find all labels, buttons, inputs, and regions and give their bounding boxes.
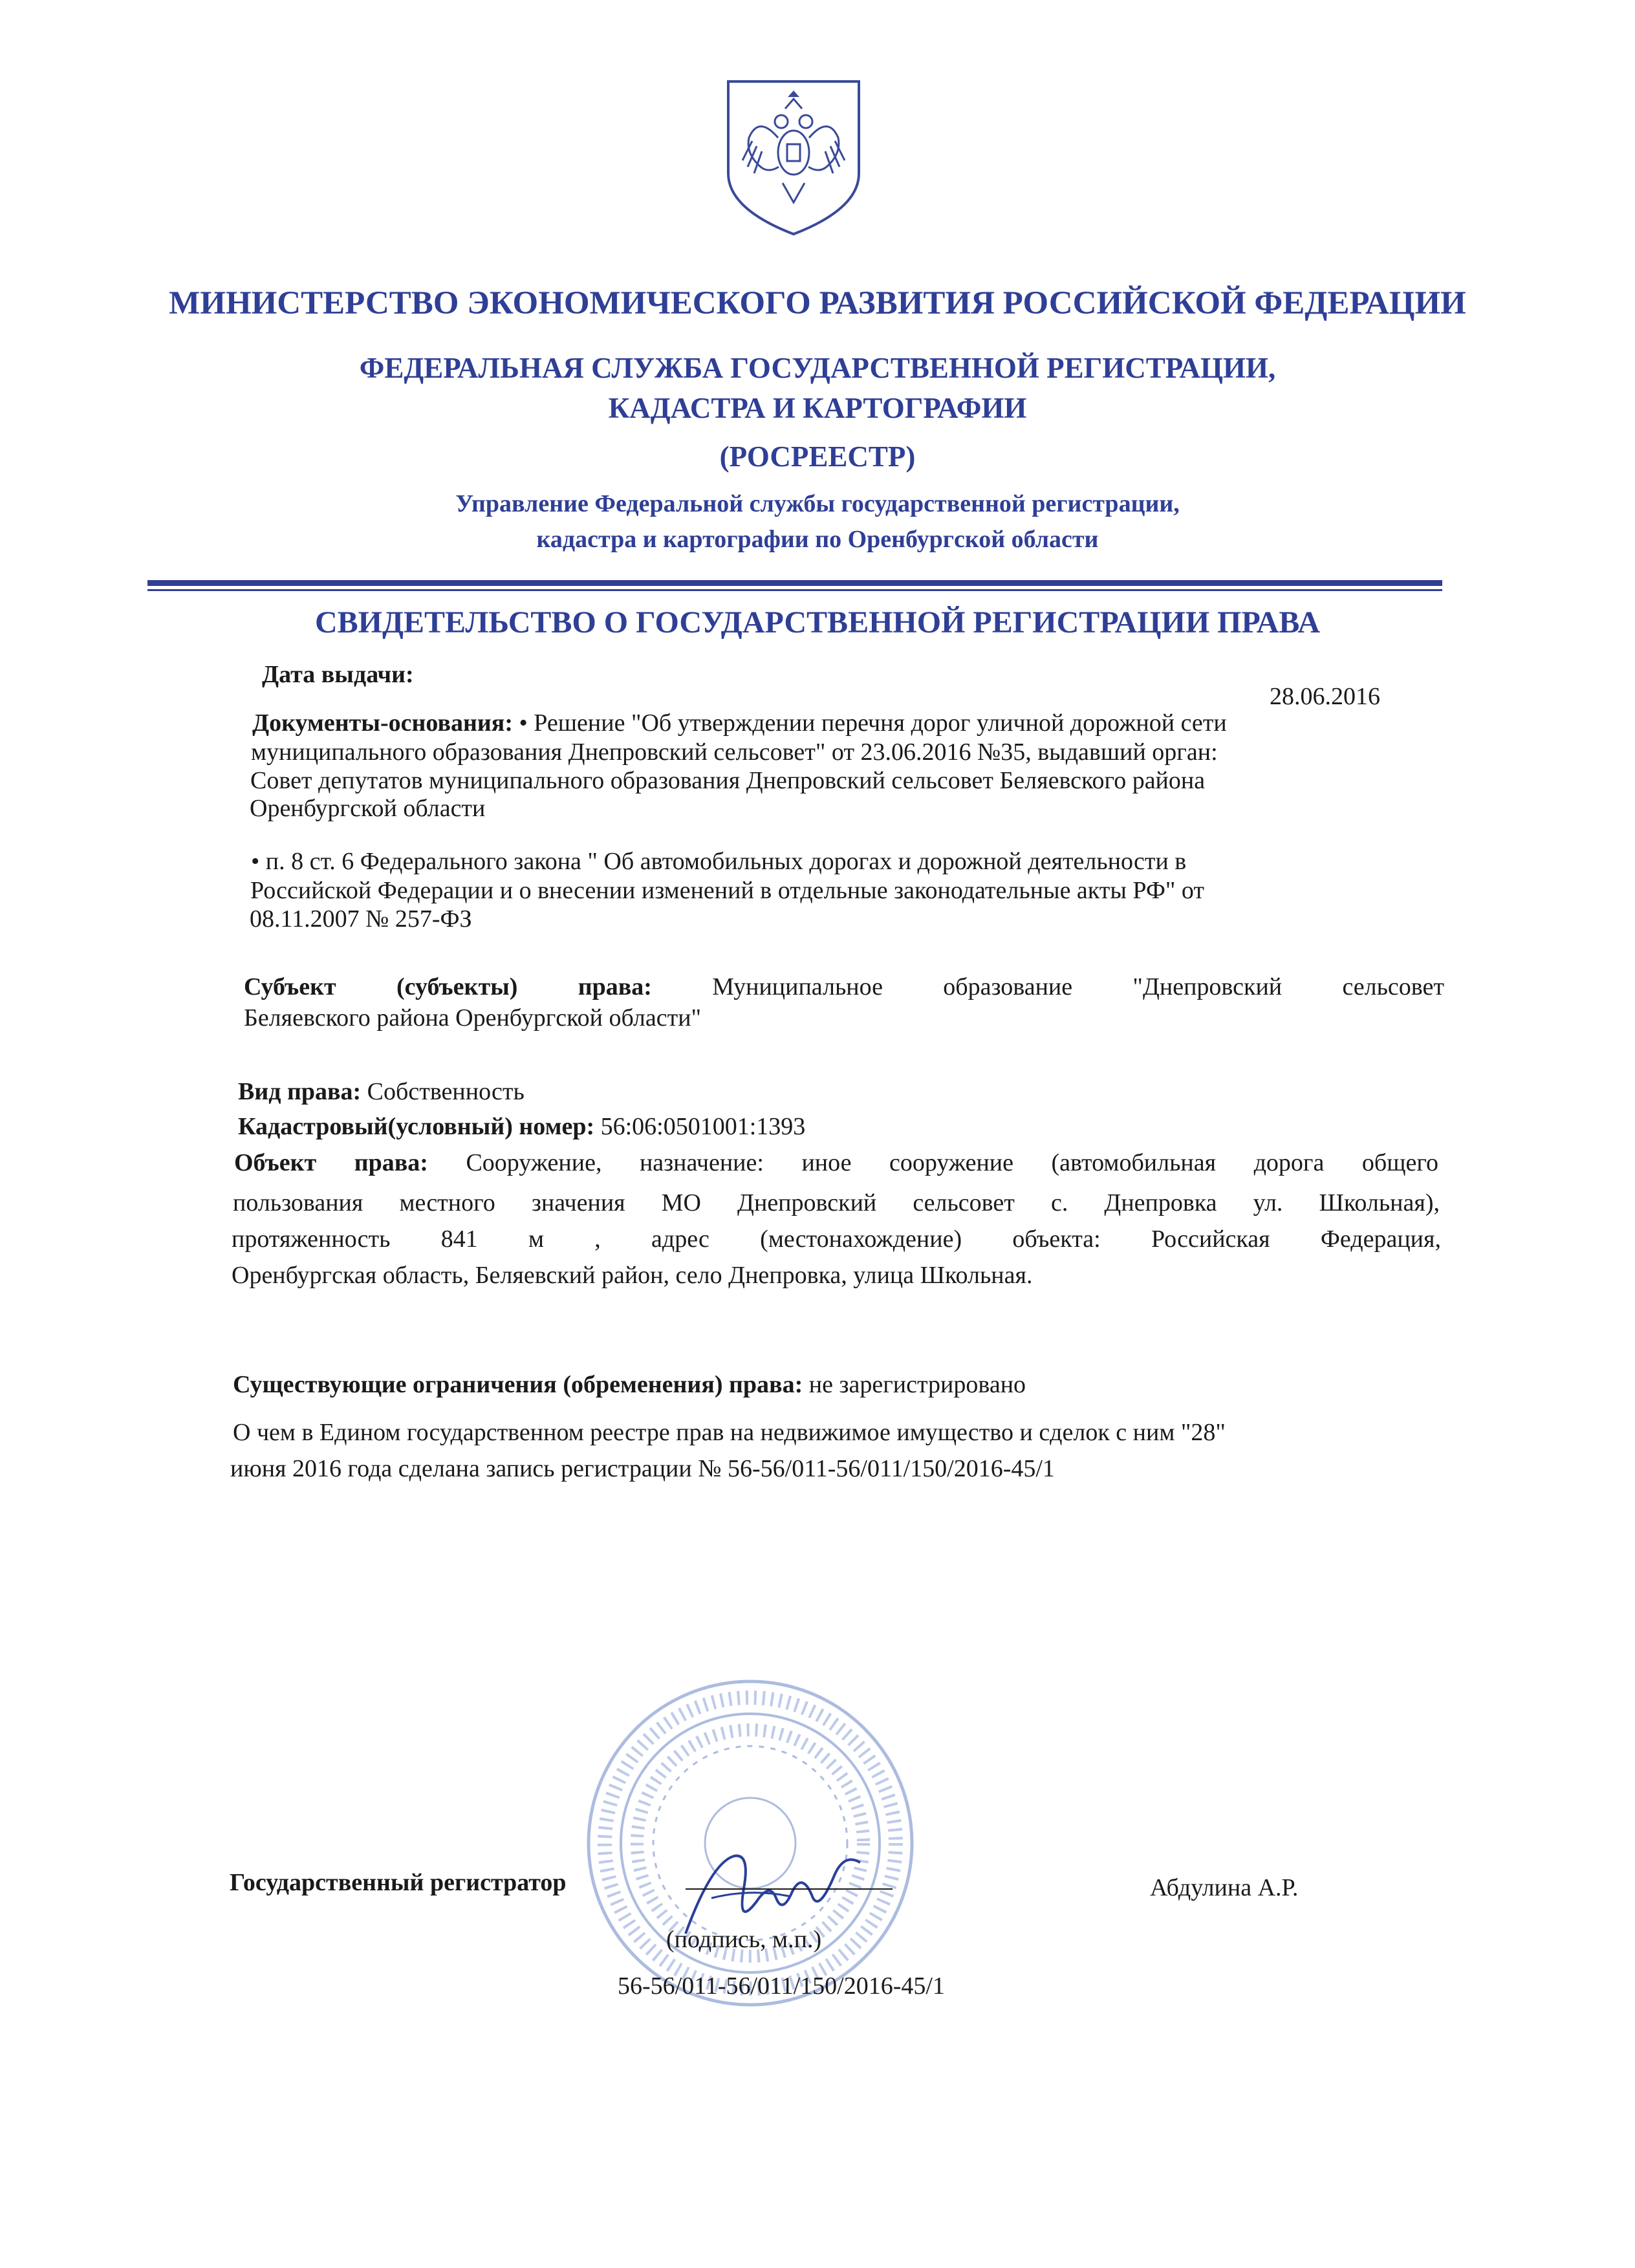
basis-1-line2: муниципального образования Днепровский сельсовет" от 23.06.2016 №35, выдавший орган: [251, 739, 1218, 766]
basis-2-line3: 08.11.2007 № 257-ФЗ [250, 905, 472, 933]
subject-label: Субъект (субъекты) права: [244, 973, 652, 1000]
restrictions-label: Существующие ограничения (обременения) права: [233, 1371, 803, 1398]
regional-office-line2: кадастра и картографии по Оренбургской области [536, 526, 1099, 553]
regional-office-line1: Управление Федеральной службы государственной регистрации, [455, 490, 1180, 517]
object-value-line4: Оренбургская область, Беляевский район, село Днепровка, улица Школьная. [232, 1262, 1033, 1289]
registrar-label: Государственный регистратор [230, 1869, 567, 1896]
service-title-line1: ФЕДЕРАЛЬНАЯ СЛУЖБА ГОСУДАРСТВЕННОЙ РЕГИСТРАЦИИ, [359, 352, 1276, 384]
service-short-name: (РОСРЕЕСТР) [719, 440, 916, 473]
header-divider-thick [147, 580, 1442, 586]
cadastral-label: Кадастровый(условный) номер: [238, 1113, 595, 1140]
coat-of-arms-emblem [723, 76, 864, 239]
service-title-line2: КАДАСТРА И КАРТОГРАФИИ [608, 392, 1027, 424]
object-label: Объект права: [234, 1149, 428, 1176]
basis-1-line1: • Решение "Об утверждении перечня дорог уличной дорожной сети [519, 709, 1227, 737]
signature-caption: (подпись, м.п.) [666, 1926, 822, 1953]
basis-2-line2: Российской Федерации и о внесении изменений в отдельные законодательные акты РФ" от [250, 877, 1205, 904]
record-line1: О чем в Едином государственном реестре прав на недвижимое имущество и сделок с ним "28" [233, 1419, 1226, 1446]
cadastral-row [238, 1113, 805, 1140]
subject-line-1 [244, 973, 1444, 1000]
object-value-line1: Сооружение, назначение: иное сооружение (автомобильная дорога общего [466, 1149, 1438, 1176]
right-type-value: Собственность [367, 1078, 525, 1105]
basis-label: Документы-основания: [252, 709, 513, 737]
issue-date-label: Дата выдачи: [262, 661, 414, 688]
restrictions-row [233, 1371, 1026, 1398]
basis-2-line1: • п. 8 ст. 6 Федерального закона " Об автомобильных дорогах и дорожной деятельности в [251, 848, 1187, 875]
regional-office-title [0, 486, 1635, 557]
subject-value-line1: Муниципальное образование "Днепровский сельсовет [712, 973, 1444, 1000]
service-title [0, 348, 1635, 428]
signature-line [686, 1888, 893, 1890]
document-title: СВИДЕТЕЛЬСТВО О ГОСУДАРСТВЕННОЙ РЕГИСТРАЦИИ ПРАВА [314, 605, 1321, 640]
object-line-1 [234, 1149, 1438, 1176]
subject-value-line2: Беляевского района Оренбургской области" [244, 1004, 702, 1031]
basis-1-line4: Оренбургской области [250, 795, 486, 822]
record-line2: июня 2016 года сделана запись регистрации № 56-56/011-56/011/150/2016-45/1 [230, 1455, 1055, 1482]
right-type-label: Вид права: [238, 1078, 362, 1105]
registrar-name: Абдулина А.Р. [1150, 1874, 1299, 1901]
ministry-title: МИНИСТЕРСТВО ЭКОНОМИЧЕСКОГО РАЗВИТИЯ РОССИЙСКОЙ ФЕДЕРАЦИИ [169, 285, 1466, 321]
basis-1-line3: Совет депутатов муниципального образования Днепровский сельсовет Беляевского района [250, 767, 1206, 794]
right-type-row [238, 1078, 525, 1105]
object-value-line2: пользования местного значения МО Днепровский сельсовет с. Днепровка ул. Школьная), [233, 1189, 1440, 1216]
basis-line-1 [252, 709, 1227, 737]
issue-date-value: 28.06.2016 [1270, 683, 1380, 710]
cadastral-number: 56:06:0501001:1393 [600, 1113, 806, 1140]
restrictions-value: не зарегистрировано [808, 1371, 1026, 1398]
registration-record-number: 56-56/011-56/011/150/2016-45/1 [618, 1972, 945, 2000]
header-divider-thin [147, 589, 1442, 591]
object-value-line3: протяженность 841 м , адрес (местонахождение) объекта: Российская Федерация, [232, 1226, 1441, 1253]
